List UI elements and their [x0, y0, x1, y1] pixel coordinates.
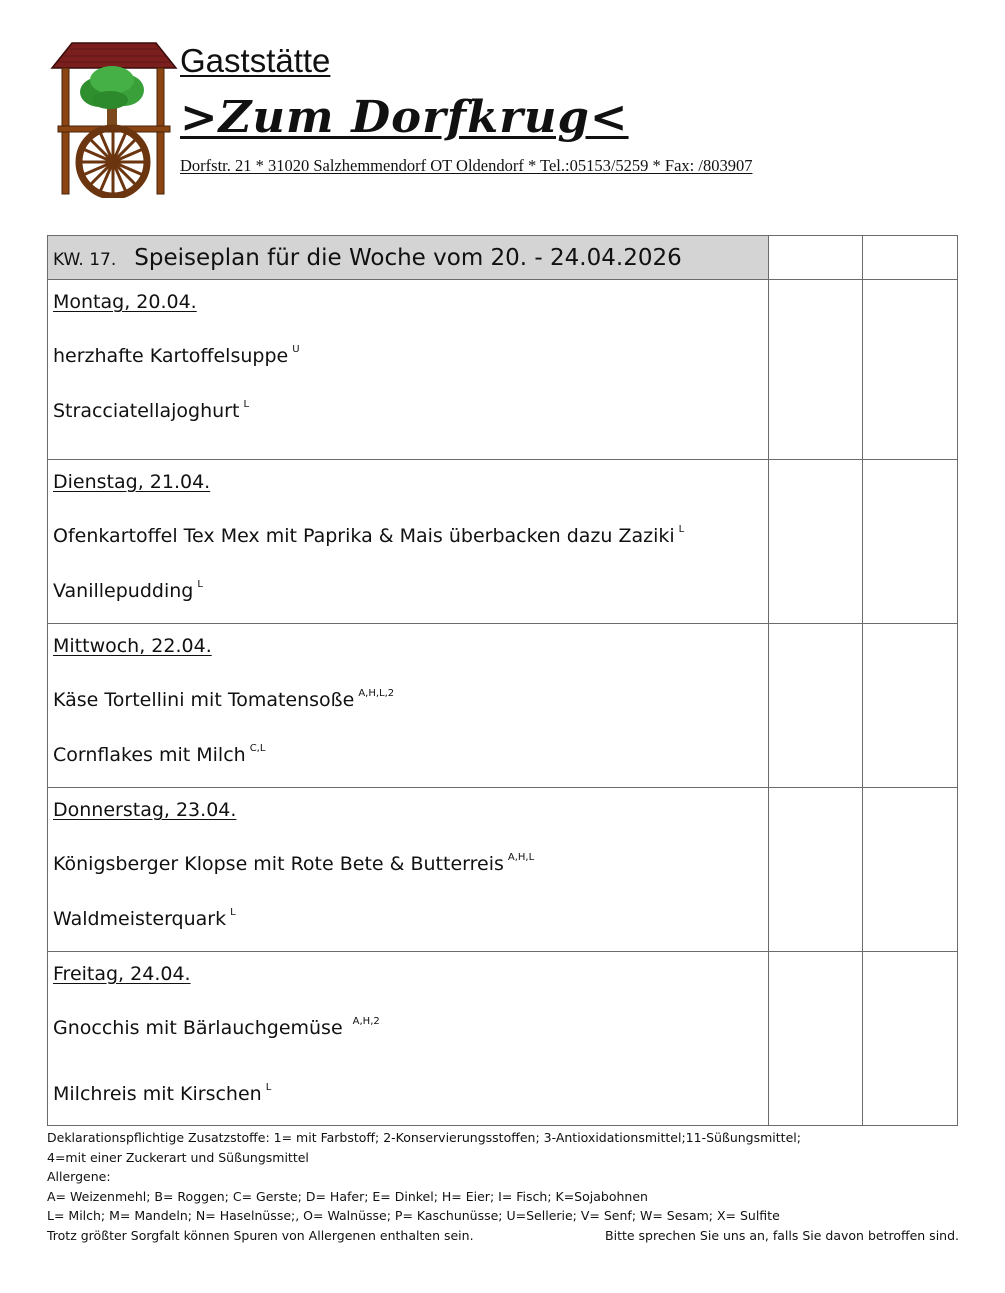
main-dish: Ofenkartoffel Tex Mex mit Paprika & Mais überbacken dazu Zaziki $^L$	[53, 524, 685, 547]
day-cell	[48, 788, 769, 952]
restaurant-address: Dorfstr. 21 * 31020 Salzhemmendorf OT Oldendorf * Tel.:05153/5259 * Fax: /803907	[180, 156, 753, 175]
allergen-codes: L	[230, 907, 236, 918]
empty-cell	[769, 788, 863, 952]
day-cell	[48, 952, 769, 1126]
allergen-codes: C,L	[249, 743, 266, 754]
contact-note: Bitte sprechen Sie uns an, falls Sie davon betroffen sind.	[605, 1227, 959, 1243]
day-title: Donnerstag, 23.04.	[53, 799, 237, 821]
empty-cell	[769, 236, 863, 280]
empty-cell	[863, 788, 958, 952]
day-cell	[48, 280, 769, 460]
empty-cell	[769, 460, 863, 624]
day-row-thursday	[48, 788, 958, 952]
day-row-friday	[48, 952, 958, 1126]
day-title: Freitag, 24.04.	[53, 963, 191, 985]
traces-line	[47, 1226, 959, 1246]
day-cell	[48, 460, 769, 624]
allergen-codes: L	[197, 579, 203, 590]
menu-table	[47, 235, 958, 1126]
allergen-codes: U	[292, 344, 300, 355]
dessert: Vanillepudding $^L$	[53, 579, 203, 602]
empty-cell	[769, 280, 863, 460]
dessert: Stracciatellajoghurt $^L$	[53, 399, 250, 422]
week-number: KW. 17.	[53, 250, 117, 270]
empty-cell	[863, 236, 958, 280]
day-title: Montag, 20.04.	[53, 291, 197, 313]
day-title: Mittwoch, 22.04.	[53, 635, 212, 657]
dessert: Waldmeisterquark $^L$	[53, 907, 236, 930]
empty-cell	[863, 280, 958, 460]
main-dish: Gnocchis mit Bärlauchgemüse $^{A,H,2}$	[53, 1016, 380, 1039]
allergen-codes: L	[265, 1082, 272, 1093]
allergen-codes: A,H,2	[352, 1016, 380, 1027]
dessert: Milchreis mit Kirschen $^L$	[53, 1082, 272, 1105]
restaurant-name: >Zum Dorfkrug<	[180, 92, 629, 143]
menu-header-cell	[48, 236, 769, 280]
allergens-heading: Allergene:	[47, 1169, 111, 1185]
main-dish: herzhafte Kartoffelsuppe $^U$	[53, 344, 300, 367]
empty-cell	[863, 460, 958, 624]
main-dish: Königsberger Klopse mit Rote Bete & Butterreis $^{A,H,L}$	[53, 852, 535, 875]
additives-line: 4=mit einer Zuckerart und Süßungsmittel	[47, 1149, 309, 1165]
footer-notes	[47, 1128, 959, 1246]
empty-cell	[769, 952, 863, 1126]
allergens-line: L= Milch; M= Mandeln; N= Haselnüsse;, O= Walnüsse; P= Kaschunüsse; U=Sellerie; V= Senf; W= Sesam; X= Sulfite	[47, 1208, 780, 1224]
allergen-codes: L	[678, 524, 685, 535]
menu-title: Speiseplan für die Woche vom 20. - 24.04.2026	[134, 245, 682, 271]
day-row-monday	[48, 280, 958, 460]
business-type: Gaststätte	[180, 42, 331, 79]
empty-cell	[863, 624, 958, 788]
main-dish: Käse Tortellini mit Tomatensoße $^{A,H,L,2}$	[53, 688, 395, 711]
empty-cell	[863, 952, 958, 1126]
day-row-tuesday	[48, 460, 958, 624]
additives-line: Deklarationspflichtige Zusatzstoffe: 1= mit Farbstoff; 2-Konservierungsstoffen; 3-Antioxidationsmittel;11-Süßungsmittel;	[47, 1130, 801, 1145]
day-title: Dienstag, 21.04.	[53, 471, 211, 493]
day-cell	[48, 624, 769, 788]
restaurant-logo	[50, 40, 178, 198]
allergens-line: A= Weizenmehl; B= Roggen; C= Gerste; D= Hafer; E= Dinkel; H= Eier; I= Fisch; K=Sojabohnen	[47, 1188, 648, 1204]
day-row-wednesday	[48, 624, 958, 788]
menu-header-row	[48, 236, 958, 280]
allergen-codes: A,H,L	[507, 852, 535, 863]
allergen-codes: L	[243, 399, 250, 410]
dessert: Cornflakes mit Milch $^{C,L}$	[53, 743, 266, 766]
empty-cell	[769, 624, 863, 788]
traces-note: Trotz größter Sorgfalt können Spuren von Allergenen enthalten sein.	[47, 1227, 474, 1243]
allergen-codes: A,H,L,2	[358, 688, 395, 699]
